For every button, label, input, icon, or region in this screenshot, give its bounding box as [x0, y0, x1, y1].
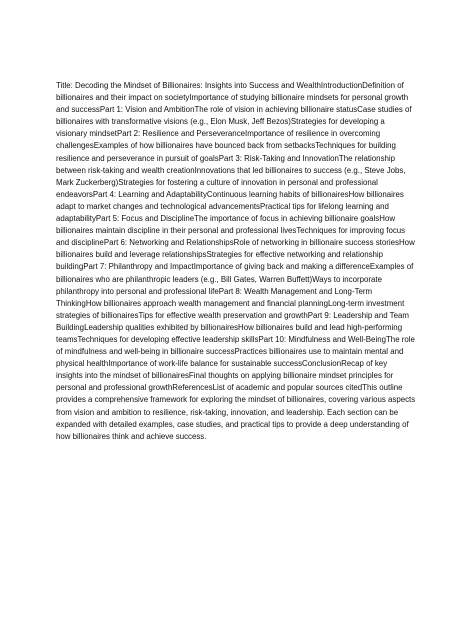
document-body-text: Title: Decoding the Mindset of Billionaires: Insights into Success and WealthIntroductionDefinition of billionaires and their impact on societyImportance of studying billionaire mindsets for personal growth and successPart 1: Vision and AmbitionThe role of vision in achieving billionaire statusCase studies of billionaires with transformative visions (e.g., Elon Musk, Jeff Bezos)Strategies for developing a visionary mindsetPart 2: Resilience and PerseveranceImportance of resilience in overcoming challengesExamples of how billionaires have bounced back from setbacksTechniques for building resilience and perseverance in pursuit of goalsPart 3: Risk-Taking and InnovationThe relationship between risk-taking and wealth creationInnovations that led billionaires to success (e.g., Steve Jobs, Mark Zuckerberg)Strategies for fostering a culture of innovation in personal and professional endeavorsPart 4: Learning and AdaptabilityContinuous learning habits of billionairesHow billionaires adapt to market changes and technological advancementsPractical tips for lifelong learning and adaptabilityPart 5: Focus and DisciplineThe importance of focus in achieving billionaire goalsHow billionaires maintain discipline in their personal and professional livesTechniques for improving focus and disciplinePart 6: Networking and RelationshipsRole of networking in billionaire success storiesHow billionaires build and leverage relationshipsStrategies for effective networking and relationship buildingPart 7: Philanthropy and ImpactImportance of giving back and making a differenceExamples of billionaires who are philanthropic leaders (e.g., Bill Gates, Warren Buffett)Ways to incorporate philanthropy into personal and professional lifePart 8: Wealth Management and Long-Term ThinkingHow billionaires approach wealth management and financial planningLong-term investment strategies of billionairesTips for effective wealth preservation and growthPart 9: Leadership and Team BuildingLeadership qualities exhibited by billionairesHow billionaires build and lead high-performing teamsTechniques for developing effective leadership skillsPart 10: Mindfulness and Well-BeingThe role of mindfulness and well-being in billionaire successPractices billionaires use to maintain mental and physical healthImportance of work-life balance for sustainable successConclusionRecap of key insights into the mindset of billionairesFinal thoughts on applying billionaire mindset principles for personal and professional growthReferencesList of academic and popular sources citedThis outline provides a comprehensive framework for exploring the mindset of billionaires, covering various aspects from vision and ambition to resilience, risk-taking, innovation, and leadership. Each section can be expanded with detailed examples, case studies, and practical tips to provide a deep understanding of how billionaires think and achieve success.: [56, 81, 416, 441]
